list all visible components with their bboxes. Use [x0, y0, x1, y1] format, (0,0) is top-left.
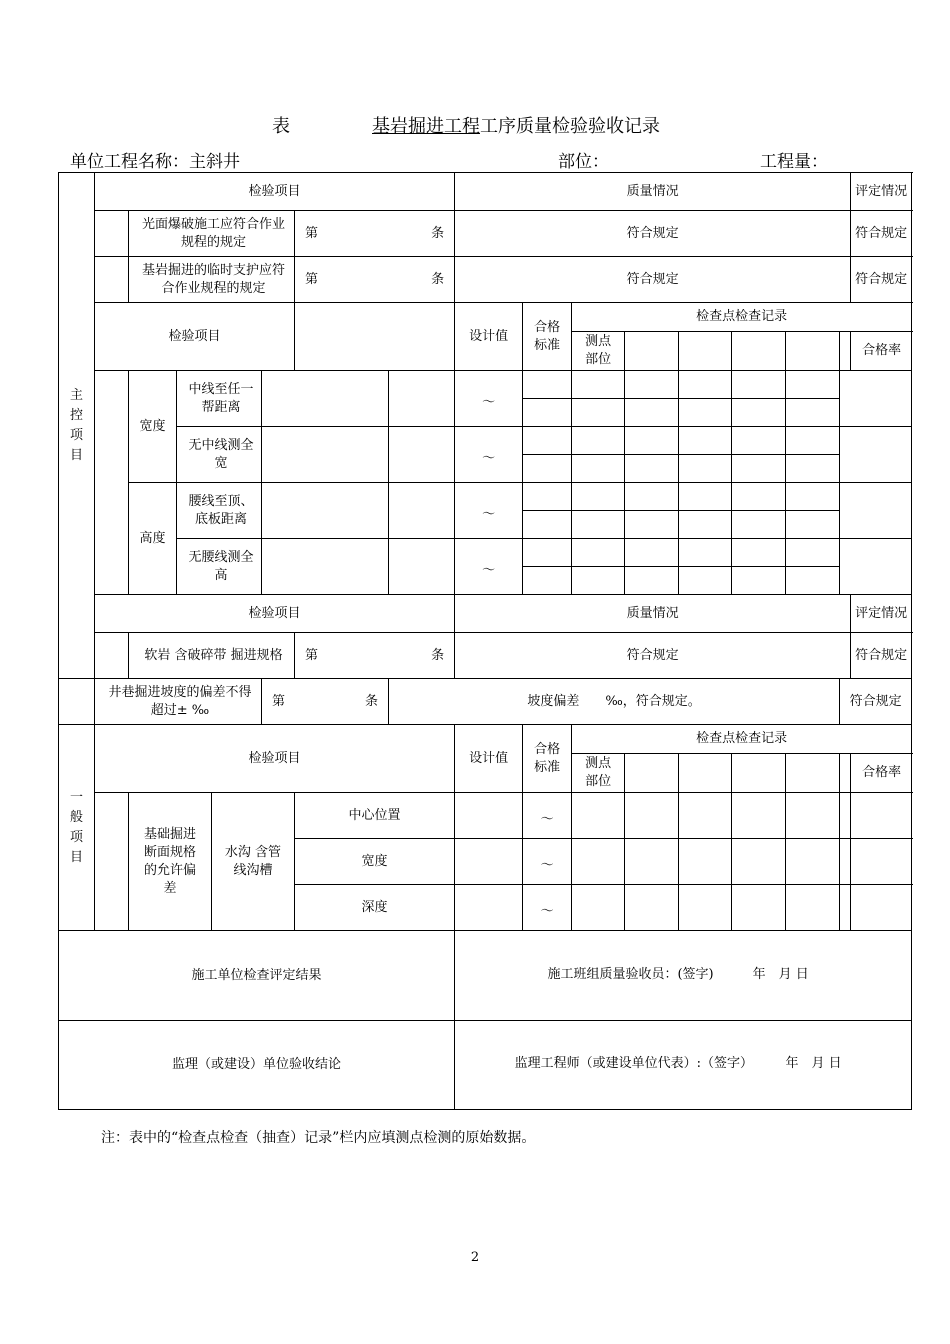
record-cell — [625, 427, 679, 455]
record-cell — [679, 885, 732, 931]
design-value-cell — [389, 539, 455, 595]
record-cell — [523, 427, 572, 455]
record-cell — [679, 427, 732, 455]
clause-cell: 第 条 — [295, 257, 455, 303]
pass-rate-cell — [840, 539, 912, 595]
record-cell — [840, 793, 851, 839]
tilde-cell: ～ — [455, 427, 523, 483]
location-label: 部位： — [558, 152, 609, 172]
record-cell — [679, 455, 732, 483]
check-record-header: 检查点检查记录 — [572, 725, 912, 754]
record-cell — [786, 483, 840, 511]
unit-name: 单位工程名称：主斜井 — [70, 152, 240, 172]
width-label: 宽度 — [129, 371, 177, 483]
record-cell — [732, 427, 786, 455]
record-cell — [786, 511, 840, 539]
inspection-item-header: 检验项目 — [95, 303, 295, 371]
design-value-cell — [455, 839, 523, 885]
tilde-cell: ～ — [455, 483, 523, 539]
item-temporary-support: 基岩掘进的临时支护应符合作业规程的规定 — [129, 257, 295, 303]
blank-cell — [295, 303, 455, 371]
record-cell — [732, 483, 786, 511]
pass-rate-cell — [840, 483, 912, 539]
record-cell — [572, 511, 625, 539]
record-cell — [625, 332, 679, 371]
record-cell — [732, 839, 786, 885]
qualified-standard-header: 合格标准 — [523, 303, 572, 371]
record-cell — [523, 455, 572, 483]
record-cell — [679, 567, 732, 595]
record-cell — [625, 839, 679, 885]
record-cell — [840, 839, 851, 885]
item-smooth-blasting: 光面爆破施工应符合作业规程的规定 — [129, 211, 295, 257]
evaluation-value: 符合规定 — [851, 211, 912, 257]
width-centerline-row: 中线至任一帮距离 — [177, 371, 262, 427]
record-cell — [732, 754, 786, 793]
inspection-record-table — [58, 172, 912, 1110]
blank-cell — [95, 371, 129, 595]
blank-cell — [95, 793, 129, 931]
point-location-header: 测点部位 — [572, 754, 625, 793]
clause-cell: 第 条 — [295, 633, 455, 679]
tilde-cell: ～ — [523, 885, 572, 931]
record-cell — [840, 332, 851, 371]
blank-cell — [95, 257, 129, 303]
pass-rate-cell — [840, 371, 912, 427]
qualified-standard-header: 合格标准 — [523, 725, 572, 793]
record-cell — [572, 793, 625, 839]
record-cell — [572, 567, 625, 595]
width-row: 宽度 — [295, 839, 455, 885]
record-cell — [523, 539, 572, 567]
record-cell — [572, 371, 625, 399]
record-cell — [625, 539, 679, 567]
pass-rate-cell — [840, 427, 912, 483]
record-cell — [840, 754, 851, 793]
main-control-label: 主控项目 — [59, 173, 95, 679]
blank-cell — [262, 371, 389, 427]
pass-rate-header: 合格率 — [851, 754, 912, 793]
pass-rate-cell — [851, 793, 912, 839]
record-cell — [572, 839, 625, 885]
blank-cell — [59, 679, 95, 725]
depth-row: 深度 — [295, 885, 455, 931]
evaluation-value: 符合规定 — [851, 633, 912, 679]
page-number: 2 — [470, 1250, 480, 1265]
record-cell — [786, 567, 840, 595]
construction-result-label: 施工单位检查评定结果 — [59, 931, 455, 1021]
record-cell — [625, 511, 679, 539]
quantity-label: 工程量： — [760, 152, 828, 172]
pass-rate-header: 合格率 — [851, 332, 912, 371]
construction-signature: 施工班组质量验收员：(签字) 年 月 日 — [455, 931, 912, 1021]
record-cell — [786, 793, 840, 839]
record-cell — [679, 511, 732, 539]
quality-header: 质量情况 — [455, 595, 851, 633]
general-items-label: 一般项目 — [59, 725, 95, 931]
supervision-signature: 监理工程师（或建设单位代表）:（签字） 年 月 日 — [455, 1021, 912, 1110]
item-slope-deviation: 井巷掘进坡度的偏差不得超过± ‰ — [95, 679, 262, 725]
title-rest: 工序质量检验验收记录 — [480, 116, 660, 137]
record-cell — [732, 539, 786, 567]
record-cell — [786, 399, 840, 427]
general-item-label: 基础掘进断面规格的允许偏差 — [129, 793, 212, 931]
record-cell — [679, 839, 732, 885]
header-info — [0, 147, 950, 171]
evaluation-value: 符合规定 — [851, 257, 912, 303]
width-full-row: 无中线测全宽 — [177, 427, 262, 483]
design-value-cell — [455, 793, 523, 839]
record-cell — [732, 885, 786, 931]
record-cell — [679, 754, 732, 793]
design-value-cell — [389, 371, 455, 427]
record-cell — [732, 567, 786, 595]
record-cell — [786, 427, 840, 455]
record-cell — [732, 793, 786, 839]
record-cell — [786, 885, 840, 931]
record-cell — [523, 399, 572, 427]
record-cell — [572, 483, 625, 511]
item-soft-rock: 软岩 含破碎带 掘进规格 — [129, 633, 295, 679]
design-value-header: 设计值 — [455, 303, 523, 371]
record-cell — [572, 427, 625, 455]
quality-value: 符合规定 — [455, 257, 851, 303]
inspection-item-header: 检验项目 — [95, 725, 455, 793]
record-cell — [523, 511, 572, 539]
center-position-row: 中心位置 — [295, 793, 455, 839]
record-cell — [732, 399, 786, 427]
record-cell — [786, 539, 840, 567]
record-cell — [625, 567, 679, 595]
quality-value: 符合规定 — [455, 211, 851, 257]
record-cell — [523, 371, 572, 399]
tilde-cell: ～ — [455, 371, 523, 427]
record-cell — [625, 371, 679, 399]
tilde-cell: ～ — [523, 793, 572, 839]
height-label: 高度 — [129, 483, 177, 595]
blank-cell — [262, 539, 389, 595]
record-cell — [679, 483, 732, 511]
blank-cell — [262, 427, 389, 483]
design-value-header: 设计值 — [455, 725, 523, 793]
record-cell — [572, 885, 625, 931]
record-cell — [786, 371, 840, 399]
record-cell — [786, 332, 840, 371]
pass-rate-cell — [851, 839, 912, 885]
design-value-cell — [389, 427, 455, 483]
record-cell — [572, 399, 625, 427]
clause-cell: 第 条 — [295, 211, 455, 257]
blank-cell — [95, 211, 129, 257]
tilde-cell: ～ — [455, 539, 523, 595]
slope-quality-value: 坡度偏差 ‰，符合规定。 — [389, 679, 840, 725]
inspection-item-header: 检验项目 — [95, 595, 455, 633]
title-underlined: 基岩掘进工程 — [372, 116, 480, 137]
supervision-result-label: 监理（或建设）单位验收结论 — [59, 1021, 455, 1110]
record-cell — [679, 371, 732, 399]
design-value-cell — [455, 885, 523, 931]
evaluation-header: 评定情况 — [851, 173, 912, 211]
inspection-item-header: 检验项目 — [95, 173, 455, 211]
record-cell — [732, 511, 786, 539]
record-cell — [625, 754, 679, 793]
tilde-cell: ～ — [523, 839, 572, 885]
document-title — [0, 112, 950, 138]
record-cell — [786, 455, 840, 483]
record-cell — [679, 332, 732, 371]
record-cell — [523, 483, 572, 511]
height-waistline-row: 腰线至顶、底板距离 — [177, 483, 262, 539]
height-full-row: 无腰线测全高 — [177, 539, 262, 595]
evaluation-value: 符合规定 — [840, 679, 912, 725]
table-note: 注：表中的“检查点检查（抽查）记录”栏内应填测点检测的原始数据。 — [101, 1130, 536, 1146]
record-cell — [625, 793, 679, 839]
record-cell — [572, 539, 625, 567]
clause-cell: 第 条 — [262, 679, 389, 725]
record-cell — [572, 455, 625, 483]
record-cell — [625, 455, 679, 483]
record-cell — [786, 839, 840, 885]
record-cell — [679, 399, 732, 427]
record-cell — [679, 793, 732, 839]
record-cell — [625, 885, 679, 931]
record-cell — [786, 754, 840, 793]
record-cell — [625, 483, 679, 511]
quality-header: 质量情况 — [455, 173, 851, 211]
record-cell — [625, 399, 679, 427]
record-cell — [523, 567, 572, 595]
record-cell — [840, 885, 851, 931]
record-cell — [732, 332, 786, 371]
design-value-cell — [389, 483, 455, 539]
point-location-header: 测点部位 — [572, 332, 625, 371]
evaluation-header: 评定情况 — [851, 595, 912, 633]
blank-cell — [95, 633, 129, 679]
title-prefix: 表 — [272, 116, 290, 137]
check-record-header: 检查点检查记录 — [572, 303, 912, 332]
record-cell — [679, 539, 732, 567]
record-cell — [732, 371, 786, 399]
quality-value: 符合规定 — [455, 633, 851, 679]
blank-cell — [262, 483, 389, 539]
record-cell — [732, 455, 786, 483]
ditch-label: 水沟 含管线沟槽 — [212, 793, 295, 931]
title-text — [372, 112, 660, 138]
pass-rate-cell — [851, 885, 912, 931]
